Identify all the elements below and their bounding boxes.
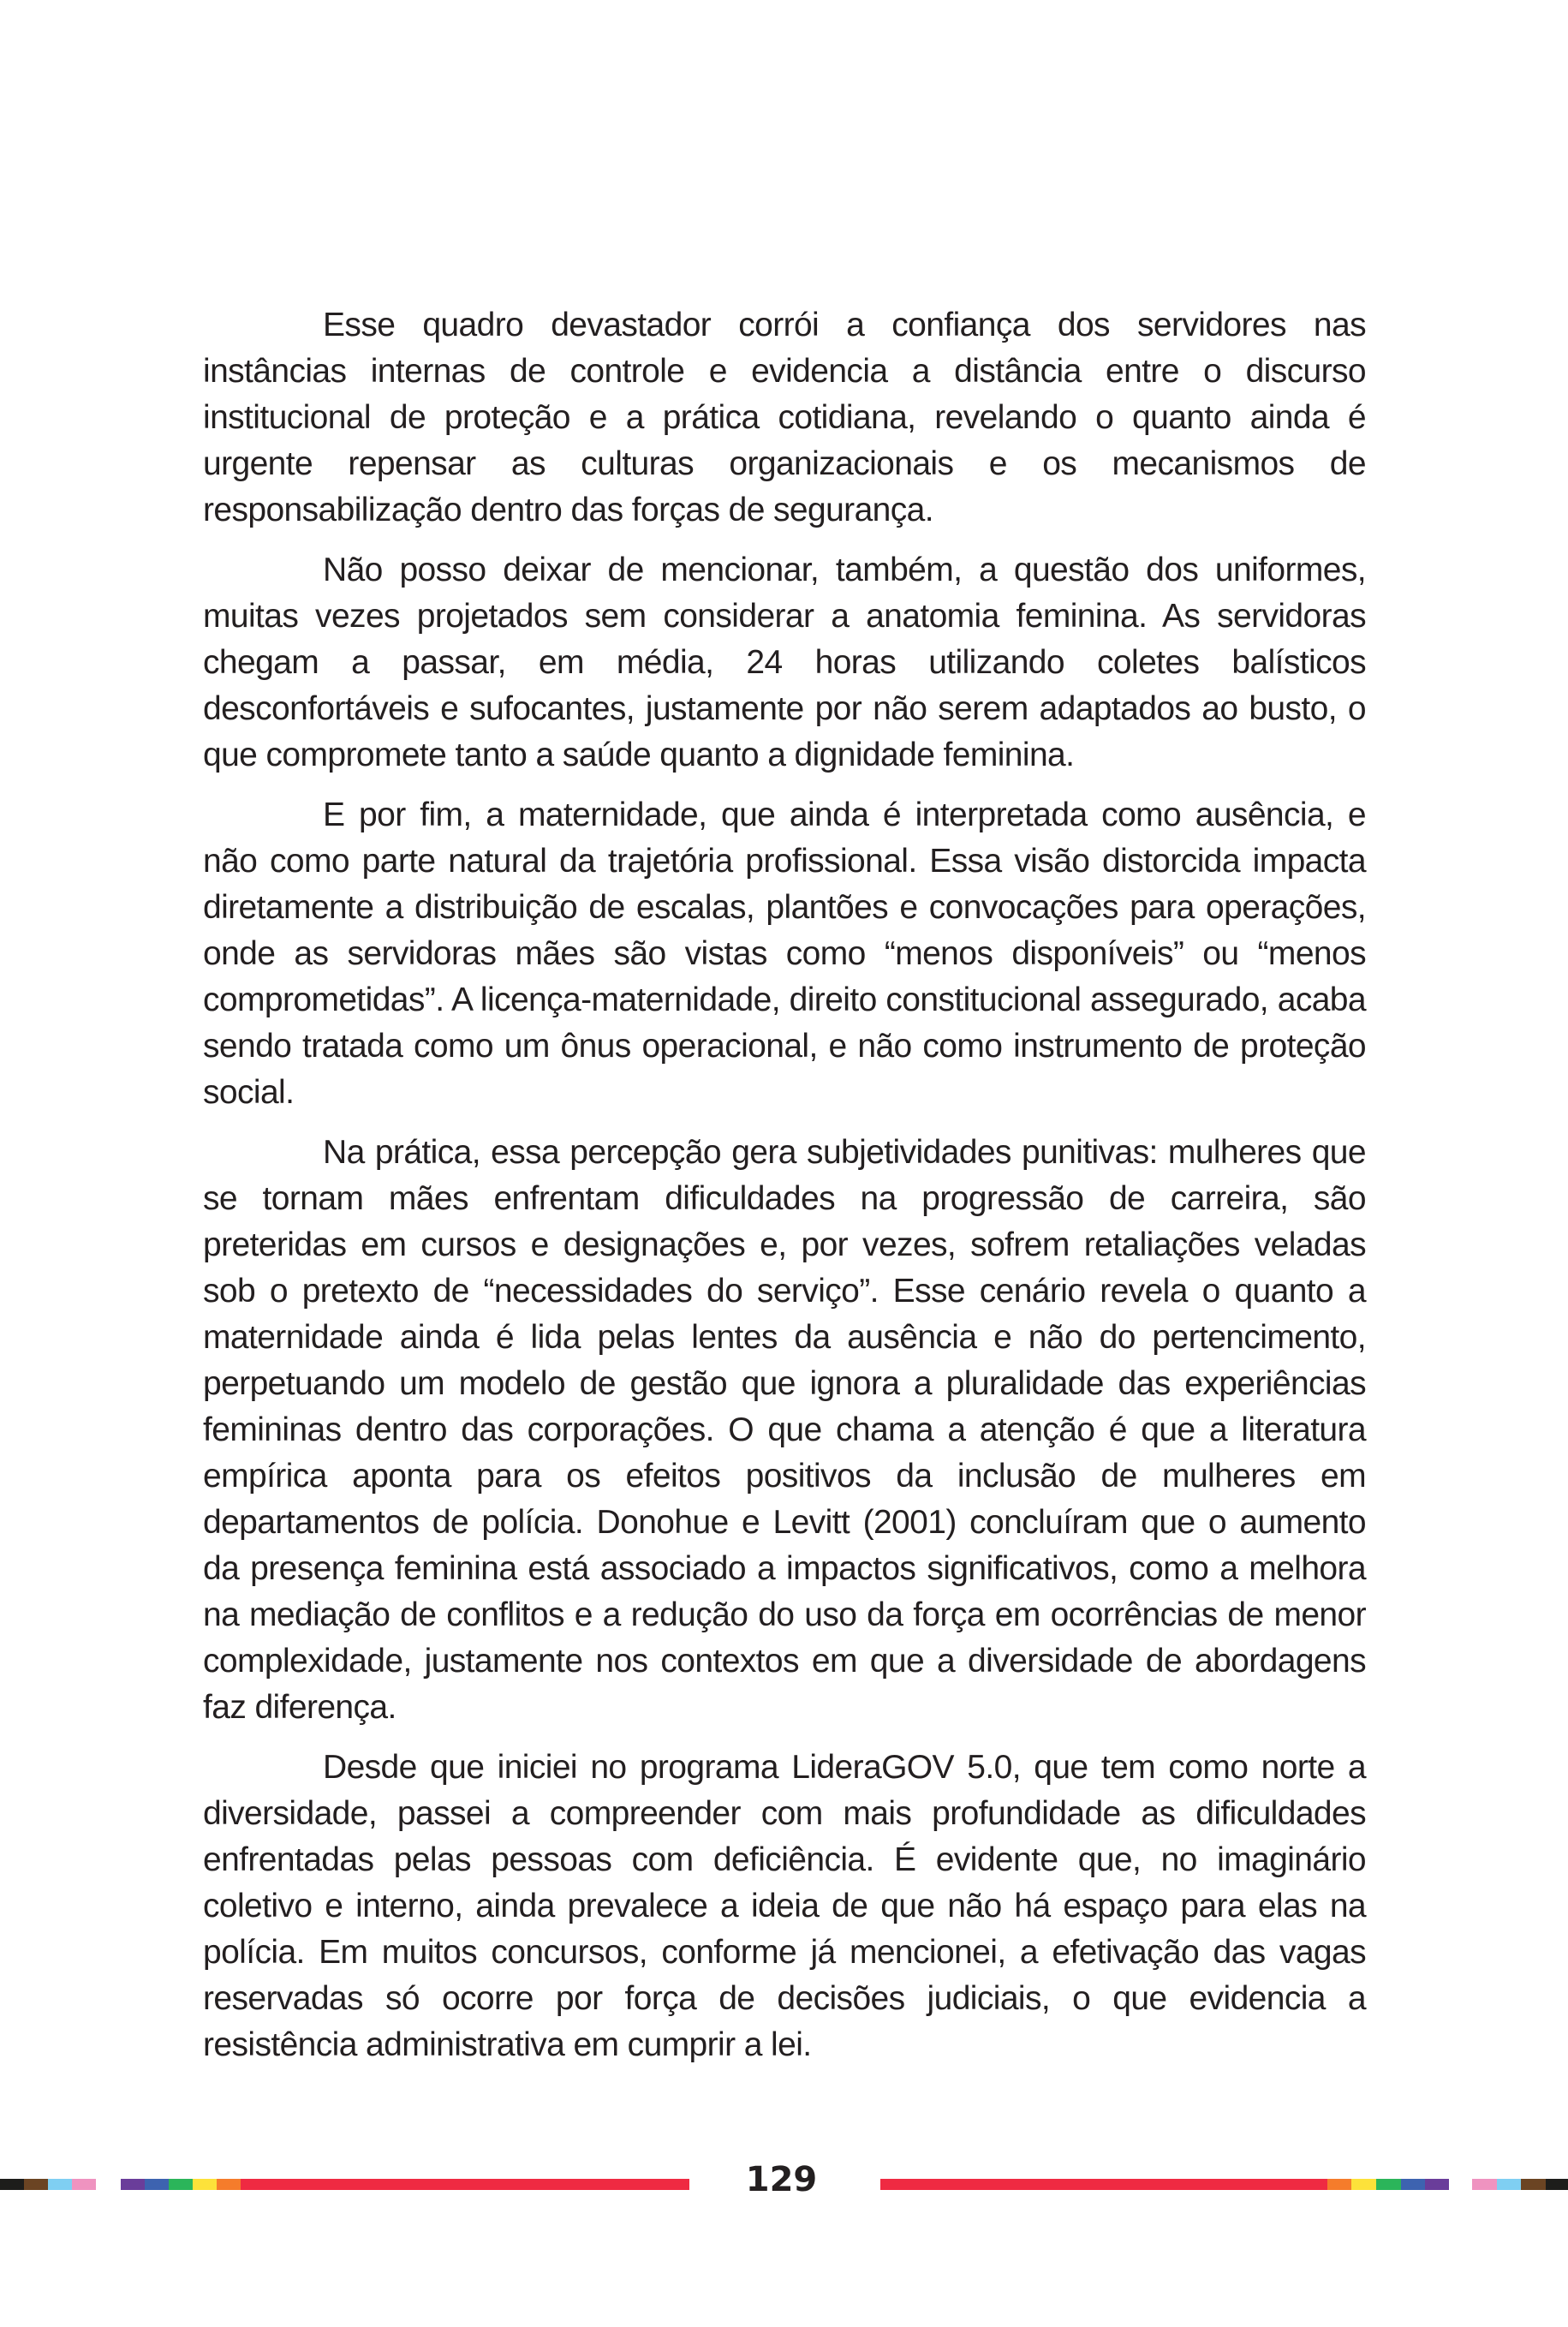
stripe-red [241, 2179, 689, 2190]
stripe-purple [1425, 2179, 1449, 2190]
stripe-black [0, 2179, 24, 2190]
stripe-yellow [1351, 2179, 1376, 2190]
stripe-orange [1327, 2179, 1351, 2190]
paragraph: Na prática, essa percepção gera subjetividades punitivas: mulheres que se tornam mães enfrentam dificuldades na progressão de carreira, são preteridas em cursos e designações e, por vezes, sofrem retaliações veladas sob o pretexto de “necessidades do serviço”. Esse cenário revela o quanto a maternidade ainda é lida pelas lentes da ausência e não do pertencimento, perpetuando um modelo de gestão que ignora a pluralidade das experiências femininas dentro das corporações. O que chama a atenção é que a literatura empírica aponta para os efeitos positivos da inclusão de mulheres em departamentos de polícia. Donohue e Levitt (2001) concluíram que o aumento da presença feminina está associado a impactos significativos, como a melhora na mediação de conflitos e a redução do uso da força em ocorrências de menor complexidade, justamente nos contextos em que a diversidade de abordagens faz diferença. [203, 1134, 1366, 1726]
paragraph: Desde que iniciei no programa LideraGOV 5.0, que tem como norte a diversidade, passei a compreender com mais profundidade as dificuldades enfrentadas pelas pessoas com deficiência. É evidente que, no imaginário coletivo e interno, ainda prevalece a ideia de que não há espaço para elas na polícia. Em muitos concursos, conforme já mencionei, a efetivação das vagas reservadas só ocorre por força de decisões judiciais, o que evidencia a resistência administrativa em cumprir a lei. [203, 1749, 1366, 2063]
stripe-brown [24, 2179, 48, 2190]
page-number: 129 [745, 2160, 818, 2199]
stripe-purple [121, 2179, 145, 2190]
stripe-pink [1472, 2179, 1497, 2190]
footer-stripe-right [880, 2179, 1568, 2190]
paragraph: E por fim, a maternidade, que ainda é interpretada como ausência, e não como parte natural da trajetória profissional. Essa visão distorcida impacta diretamente a distribuição de escalas, plantões e convocações para operações, onde as servidoras mães são vistas como “menos disponíveis” ou “menos comprometidas”. A licença-maternidade, direito constitucional assegurado, acaba sendo tratada como um ônus operacional, e não como instrumento de proteção social. [203, 797, 1366, 1111]
stripe-light-blue [1497, 2179, 1521, 2190]
stripe-orange [217, 2179, 241, 2190]
stripe-yellow [193, 2179, 217, 2190]
stripe-black [1546, 2179, 1568, 2190]
stripe-brown [1521, 2179, 1546, 2190]
stripe-blue [145, 2179, 169, 2190]
paragraph: Não posso deixar de mencionar, também, a questão dos uniformes, muitas vezes projetados sem considerar a anatomia feminina. As servidoras chegam a passar, em média, 24 horas utilizando coletes balísticos desconfortáveis e sufocantes, justamente por não serem adaptados ao busto, o que compromete tanto a saúde quanto a dignidade feminina. [203, 552, 1366, 773]
stripe-light-blue [48, 2179, 72, 2190]
body-text [203, 302, 1366, 2082]
footer-stripe-left [0, 2179, 689, 2190]
stripe-red [880, 2179, 1327, 2190]
stripe-green [169, 2179, 193, 2190]
stripe-pink [72, 2179, 96, 2190]
paragraph: Esse quadro devastador corrói a confiança dos servidores nas instâncias internas de controle e evidencia a distância entre o discurso institucional de proteção e a prática cotidiana, revelando o quanto ainda é urgente repensar as culturas organizacionais e os mecanismos de responsabilização dentro das forças de segurança. [203, 307, 1366, 528]
stripe-green [1376, 2179, 1401, 2190]
stripe-blue [1401, 2179, 1425, 2190]
